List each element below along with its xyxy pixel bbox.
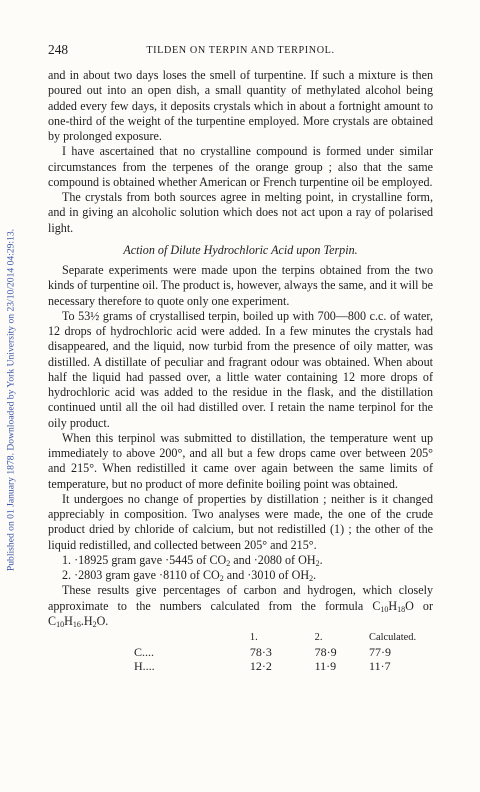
watermark-text: Published on 01 January 1878. Downloaded by York University on 23/10/2014 04:29:13.	[5, 228, 17, 572]
table-header-row	[48, 631, 433, 645]
column-header: 1.	[249, 632, 258, 643]
table-row	[48, 659, 433, 673]
paragraph: To 53½ grams of crystallised terpin, boiled up with 700—800 c.c. of water, 12 drops of hydrochloric acid were added. In a few minutes the crystals had disappeared, and the liquid, now turbid from the presence of oily matter, was distilled. A distillate of peculiar and fragrant odour was obtained. When about half the liquid had passed over, a little water containing 12 more drops of hydrochloric acid was added to the residue in the flask, and the distillation continued until all the oil had distilled over. I retain the name terpinol for the oily product.	[48, 308, 433, 430]
table-row	[48, 645, 433, 659]
analysis-line: 1. ·18925 gram gave ·5445 of $CO_2$ and ·2080 of $OH_2$.	[62, 552, 323, 568]
table-cell: 77·9	[369, 645, 392, 659]
section-title: Action of Dilute Hydrochloric Acid upon Terpin.	[123, 242, 358, 257]
table-cell: 78·3	[249, 645, 272, 659]
paragraph: When this terpinol was submitted to distillation, the temperature went up immediately to above 200°, and all but a few drops came over between 205° and 215°. When redistilled it came over again between the same limits of temperature, but no product of more definite boiling point was obtained.	[48, 430, 433, 491]
journal-page	[48, 42, 433, 673]
paragraph: These results give percentages of carbon and hydrogen, which closely approximate to the numbers calculated from the formula $C_{10}H_{18}O$ or $C_{10}H_{16}.H_2O$.	[48, 583, 433, 629]
column-header: 2.	[314, 632, 323, 643]
running-title: TILDEN ON TERPIN AND TERPINOL.	[146, 45, 335, 56]
row-label: C....	[134, 645, 155, 659]
page-number: 248	[48, 42, 69, 57]
table-cell: 12·2	[249, 659, 272, 673]
paragraph: It undergoes no change of properties by distillation ; neither is it changed appreciably in composition. Two analyses were made, the one of the crude product dried by chloride of calcium, but not redistilled (1) ; the other of the liquid redistilled, and collected between 205° and 215°.	[48, 491, 433, 552]
paragraph: Separate experiments were made upon the terpins obtained from the two kinds of turpentine oil. The product is, however, always the same, and it will be necessary therefore to quote only one experiment.	[48, 263, 433, 308]
paragraph: The crystals from both sources agree in melting point, in crystalline form, and in giving an alcoholic solution which does not act upon a ray of polarised light.	[48, 190, 433, 235]
results-table	[48, 631, 433, 673]
table-cell: 11·7	[369, 659, 391, 673]
download-watermark	[0, 0, 22, 792]
formula: $C_{10}H_{18}O$ or $C_{10}H_{16}.H_2O$.	[48, 598, 433, 629]
paragraph: and in about two days loses the smell of turpentine. If such a mixture is then poured out into an open dish, a small quantity of methylated alcohol being added every few days, it deposits crystals which in about a fortnight amount to one-third of the weight of the turpentine employed. More crystals are obtained by prolonged exposure.	[48, 68, 433, 143]
paragraph: I have ascertained that no crystalline compound is formed under similar circumstances from the terpenes of the orange group ; also that the same compound is obtained whether American or French turpentine oil be employed.	[48, 144, 433, 189]
table-cell: 78·9	[314, 645, 337, 659]
column-header: Calculated.	[369, 632, 417, 643]
table-cell: 11·9	[314, 659, 337, 673]
page-header	[48, 42, 433, 68]
analysis-line: 2. ·2803 gram gave ·8110 of $CO_2$ and ·3010 of $OH_2$.	[62, 568, 317, 583]
row-label: H....	[134, 659, 155, 673]
